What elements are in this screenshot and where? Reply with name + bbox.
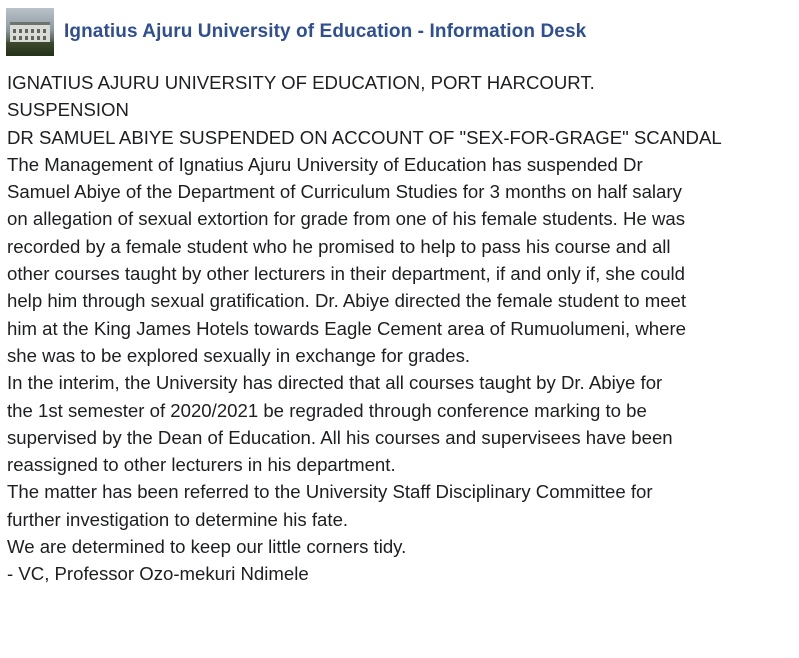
post-line: DR SAMUEL ABIYE SUSPENDED ON ACCOUNT OF "SEX-FOR-GRAGE" SCANDAL — [7, 126, 722, 148]
post-line: The Management of Ignatius Ajuru University of Education has suspended Dr — [7, 153, 643, 175]
post-line: recorded by a female student who he promised to help to pass his course and all — [7, 235, 671, 257]
post-line: reassigned to other lecturers in his department. — [7, 454, 396, 476]
page-name-link[interactable]: Ignatius Ajuru University of Education - Information Desk — [64, 21, 587, 42]
post-line: other courses taught by other lecturers in their department, if and only if, she could — [7, 263, 686, 285]
post-line: help him through sexual gratification. Dr. Abiye directed the female student to meet — [7, 290, 687, 312]
post-line: We are determined to keep our little corners tidy. — [7, 536, 407, 558]
page-avatar[interactable] — [6, 8, 54, 56]
post-line: In the interim, the University has directed that all courses taught by Dr. Abiye for — [7, 372, 663, 394]
post-line: supervised by the Dean of Education. All his courses and supervisees have been — [7, 426, 673, 448]
post-line: on allegation of sexual extortion for grade from one of his female students. He was — [7, 208, 686, 230]
post-line: the 1st semester of 2020/2021 be regraded through conference marking to be — [7, 399, 647, 421]
post-text — [7, 69, 797, 588]
post-line: IGNATIUS AJURU UNIVERSITY OF EDUCATION, PORT HARCOURT. — [7, 72, 595, 93]
post-line: she was to be explored sexually in exchange for grades. — [7, 344, 471, 366]
post-line: The matter has been referred to the University Staff Disciplinary Committee for — [7, 481, 653, 503]
post-signature: - VC, Professor Ozo-mekuri Ndimele — [7, 563, 309, 585]
post-line: SUSPENSION — [7, 99, 129, 121]
post-header — [6, 6, 586, 58]
university-building-icon — [10, 22, 50, 43]
post-line: further investigation to determine his fate. — [7, 508, 349, 530]
post-line: Samuel Abiye of the Department of Curriculum Studies for 3 months on half salary — [7, 181, 682, 203]
post-line: him at the King James Hotels towards Eagle Cement area of Rumuolumeni, where — [7, 317, 686, 339]
